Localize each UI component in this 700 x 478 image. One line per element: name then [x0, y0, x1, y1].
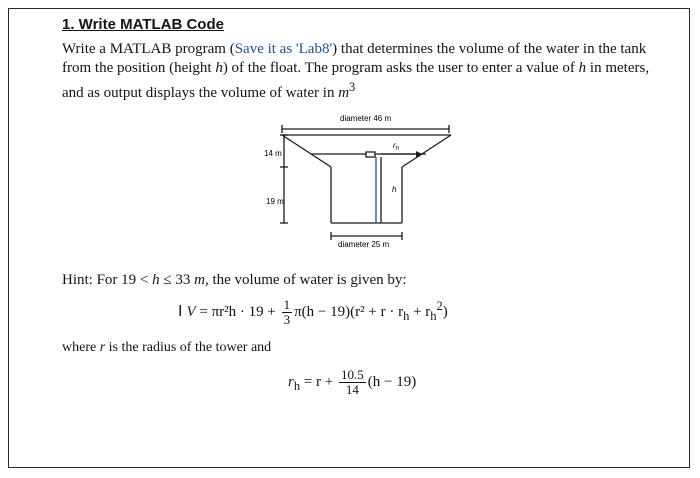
text: from the position (height: [62, 60, 216, 76]
save-instruction: Save it as 'Lab8': [234, 41, 333, 57]
text: ) that determines the volume of the water in the tank: [332, 41, 647, 57]
fraction-denominator: 3: [283, 312, 291, 327]
var-r: r: [288, 373, 294, 390]
tank-right-wall: [402, 135, 451, 167]
fraction-numerator: 1: [283, 297, 291, 312]
height-top-label: 14 m: [264, 149, 282, 158]
subscript: h: [430, 308, 437, 323]
problem-heading: 1. Write MATLAB Code: [62, 16, 224, 33]
description-line-1: [62, 40, 672, 59]
text: in meters,: [586, 60, 650, 76]
where-text: [62, 340, 271, 356]
var-h: h: [578, 60, 587, 76]
subscript: h: [403, 308, 410, 323]
text: Hint: For 19 <: [62, 272, 153, 288]
rh-subscript: h: [395, 146, 400, 152]
bottom-diameter-label: diameter 25 m: [338, 240, 390, 249]
one-third-fraction: [282, 298, 293, 327]
text: ≤ 33: [159, 272, 195, 288]
var-r: r: [99, 340, 106, 355]
text: where: [62, 340, 100, 355]
var-h: h: [152, 272, 160, 288]
text: = πr²h · 19 +: [195, 303, 280, 320]
var-h: h: [215, 60, 223, 76]
unit-m: m: [338, 85, 350, 101]
unit-exponent: 3: [349, 80, 356, 94]
volume-formula: [178, 298, 448, 327]
text-cursor-icon: I: [178, 302, 183, 320]
text: , the volume of water is given by:: [204, 272, 407, 288]
fraction-denominator: 14: [345, 382, 359, 397]
rh-symbol: r: [393, 141, 396, 150]
text: (h − 19): [367, 373, 417, 390]
unit-m: m: [194, 272, 205, 288]
rh-label: [393, 141, 400, 152]
top-diameter-label: diameter 46 m: [340, 114, 392, 123]
var-v: V: [186, 303, 196, 320]
superscript: 2: [436, 298, 443, 313]
fraction-numerator: 10.5: [341, 367, 364, 382]
text: and as output displays the volume of water in: [62, 85, 339, 101]
text: ) of the float. The program asks the user to enter a value of: [222, 60, 579, 76]
subscript: h: [293, 378, 301, 393]
tank-left-wall: [282, 135, 331, 167]
text: ): [442, 303, 448, 320]
hint-text: [62, 272, 407, 289]
text: + r: [409, 303, 431, 320]
description-line-2: [62, 59, 672, 78]
height-bottom-label: 19 m: [266, 197, 284, 206]
rh-formula: [288, 368, 416, 397]
description-line-3: [62, 78, 672, 103]
text: Write a MATLAB program (: [62, 41, 235, 57]
text: is the radius of the tower and: [105, 340, 272, 355]
rh-fraction: [339, 368, 366, 397]
text: π(h − 19)(r² + r · r: [294, 303, 404, 320]
tank-diagram: [250, 112, 465, 252]
float: [366, 152, 375, 157]
problem-description: [62, 40, 672, 103]
text: = r +: [300, 373, 338, 390]
h-label: h: [392, 185, 397, 194]
